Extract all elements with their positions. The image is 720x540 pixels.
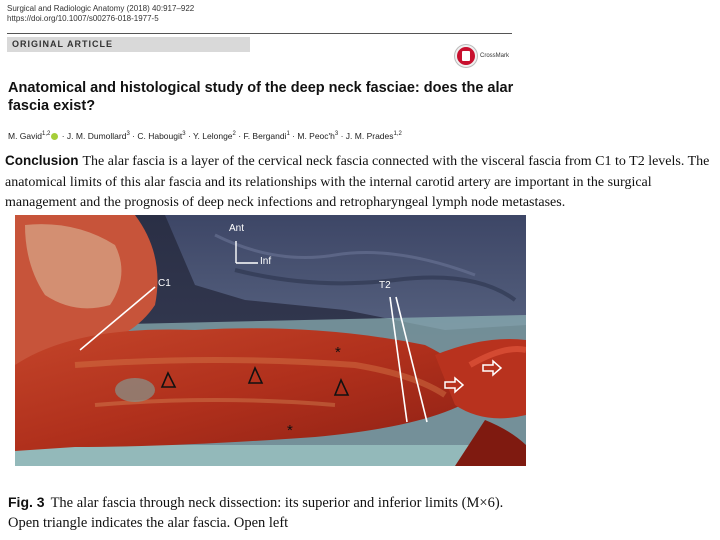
author-affiliation: 3 — [182, 131, 186, 138]
section-label: ORIGINAL ARTICLE — [12, 39, 113, 49]
author-name: Y. Lelonge — [192, 131, 233, 141]
author-name: J. M. Prades — [345, 131, 394, 141]
doi-link[interactable]: https://doi.org/10.1007/s00276-018-1977-5 — [7, 14, 159, 23]
author-separator: · — [59, 131, 67, 141]
author-separator: · — [289, 131, 298, 141]
author-separator: · — [235, 131, 244, 141]
dissection-photo — [15, 215, 526, 466]
author-list — [8, 131, 402, 141]
author-separator: · — [185, 131, 193, 141]
orientation-inf-label: Inf — [260, 256, 272, 267]
author-affiliation: 1,2 — [393, 131, 402, 138]
svg-text:*: * — [287, 422, 293, 439]
conclusion-text: The alar fascia is a layer of the cervical neck fascia connected with the visceral fascia from C1 to T2 levels. The anatomical limits of this alar fascia and its relationships with the internal carotid artery are important in the surgical management and the prognosis of deep neck infections and retropharyngeal lymph node metastases. — [5, 154, 710, 210]
header-rule — [7, 33, 512, 34]
author-separator: · — [129, 131, 138, 141]
orcid-icon[interactable] — [51, 133, 58, 140]
crossmark-icon — [455, 45, 477, 67]
author-name: M. Gavid — [8, 131, 43, 141]
crossmark-label: CrossMark — [480, 53, 510, 59]
author-affiliation: 2 — [232, 131, 236, 138]
author-affiliation: 3 — [126, 131, 130, 138]
author-affiliation: 1,2 — [42, 131, 51, 138]
t2-label: T2 — [379, 280, 391, 291]
journal-line: Surgical and Radiologic Anatomy (2018) 40:917–922 — [7, 4, 195, 13]
svg-text:*: * — [335, 344, 341, 361]
author-separator: · — [338, 131, 346, 141]
orientation-ant-label: Ant — [229, 223, 245, 234]
author-name: M. Peoc'h — [297, 131, 335, 141]
crossmark-badge[interactable] — [455, 45, 509, 67]
c1-label: C1 — [158, 278, 171, 289]
conclusion-heading: Conclusion — [5, 153, 79, 168]
article-title: Anatomical and histological study of the deep neck fasciae: does the alar fascia exist? — [8, 80, 514, 114]
conclusion-paragraph — [5, 151, 717, 214]
author-name: J. M. Dumollard — [66, 131, 127, 141]
caption-text: The alar fascia through neck dissection: its superior and inferior limits (M×6). Open triangle indicates the alar fascia. Open left — [8, 495, 504, 531]
figure-caption — [8, 492, 538, 533]
figure-number: Fig. 3 — [8, 494, 45, 510]
author-name: C. Habougit — [137, 131, 183, 141]
author-name: F. Bergandi — [243, 131, 287, 141]
author-affiliation: 3 — [334, 131, 339, 138]
author-affiliation: 1 — [286, 131, 290, 138]
journal-citation — [7, 4, 194, 24]
